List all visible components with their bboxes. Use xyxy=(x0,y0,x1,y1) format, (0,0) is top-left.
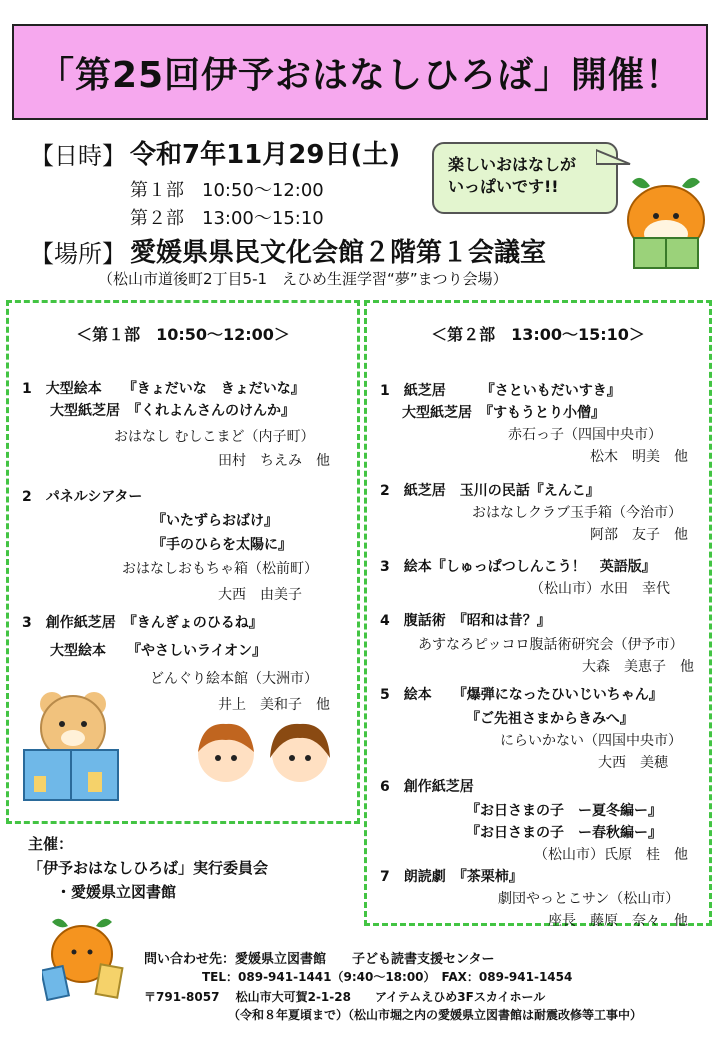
place-label: 【場所】 xyxy=(30,240,126,268)
item-line: 紙芝居 玉川の民話『えんこ』 xyxy=(403,483,600,499)
item-number: 7 xyxy=(380,869,390,885)
part2-item-2 xyxy=(380,480,688,544)
item-org: 劇団やっとこサン（松山市） xyxy=(498,891,680,907)
item-performers: 井上 美和子 他 xyxy=(218,697,330,713)
datetime-label: 【日時】 xyxy=(30,142,126,170)
bear-reading-icon xyxy=(18,688,124,806)
item-org: どんぐり絵本館（大洲市） xyxy=(150,671,318,687)
item-number: 4 xyxy=(380,613,390,629)
item-org: あすなろピッコロ腹話術研究会（伊予市） xyxy=(418,637,684,653)
item-performers: 田村 ちえみ 他 xyxy=(218,453,330,469)
organizer-block xyxy=(28,832,268,904)
mikan-mascot-reading-icon xyxy=(620,172,712,282)
item-line: 『手のひらを太陽に』 xyxy=(152,537,292,553)
mikan-mascot-books-icon xyxy=(42,912,124,1004)
contact-line-1: 問い合わせ先：愛媛県立図書館 子ども読書支援センター xyxy=(144,952,495,967)
item-org: おはなし むしこまど（内子町） xyxy=(114,429,315,445)
item-number: 3 xyxy=(22,615,32,631)
contact-note: （令和８年夏頃まで）（松山市堀之内の愛媛県立図書館は耐震改修等工事中） xyxy=(228,1008,643,1022)
part1-time: 第１部 10:50～12:00 xyxy=(130,180,324,201)
item-line: 『お日さまの子 ー夏冬編ー』 xyxy=(466,803,662,819)
item-performers: 大西 美穂 xyxy=(598,755,668,771)
item-number: 2 xyxy=(380,483,390,499)
part2-header: ＜第２部 13:00～15:10＞ xyxy=(431,325,645,344)
item-performers: 大森 美恵子 他 xyxy=(582,659,694,675)
item-line: 腹話術 『昭和は昔？』 xyxy=(403,613,551,629)
title-banner xyxy=(12,24,708,120)
organizer-label: 主催： xyxy=(28,835,74,853)
venue-address: （松山市道後町2丁目5-1 えひめ生涯学習“夢”まつり会場） xyxy=(98,270,508,288)
item-number: 1 xyxy=(22,381,32,397)
part2-item-4 xyxy=(380,610,694,676)
item-line: 創作紙芝居 『きんぎょのひるね』 xyxy=(45,615,263,631)
page-title: 「第25回伊予おはなしひろば」開催！ xyxy=(37,54,683,96)
item-performers: 松木 明美 他 xyxy=(590,449,688,465)
venue-name: 愛媛県県民文化会館２階第１会議室 xyxy=(130,238,547,268)
item-org: おはなしおもちゃ箱（松前町） xyxy=(122,561,318,577)
item-performers: 大西 由美子 xyxy=(218,587,302,603)
part2-item-3 xyxy=(380,556,670,598)
bubble-line-2: いっぱいです!! xyxy=(448,177,559,196)
part1-item-1 xyxy=(22,378,330,470)
item-line: 大型紙芝居 『くれよんさんのけんか』 xyxy=(50,403,295,419)
speech-bubble xyxy=(432,142,618,214)
item-line: 『いたずらおばけ』 xyxy=(152,513,278,529)
item-line: 大型絵本 『きょだいな きょだいな』 xyxy=(45,381,305,397)
contact-address: 〒791-8057 松山市大可賀2-1-28 アイテムえひめ3Fスカイホール xyxy=(144,990,546,1004)
item-line: 『ご先祖さまからきみへ』 xyxy=(466,711,634,727)
item-performers: 阿部 友子 他 xyxy=(590,527,688,543)
item-line: 『お日さまの子 ー春秋編ー』 xyxy=(466,825,662,841)
item-number: 5 xyxy=(380,687,390,703)
organizer-line-1: 「伊予おはなしひろば」実行委員会 xyxy=(28,859,269,877)
item-line: 大型絵本 『やさしいライオン』 xyxy=(50,643,267,659)
children-icon xyxy=(188,718,340,784)
event-date: 令和7年11月29日(土) xyxy=(130,140,401,170)
item-line: パネルシアター xyxy=(45,489,143,505)
item-line: 創作紙芝居 xyxy=(403,779,474,795)
item-org: にらいかない（四国中央市） xyxy=(500,733,682,749)
item-line: 絵本『しゅっぱつしんこう！ 英語版』 xyxy=(403,559,656,575)
part1-item-2 xyxy=(22,486,318,604)
part1-header: ＜第１部 10:50～12:00＞ xyxy=(76,325,290,344)
item-line: 朗読劇 『茶栗柿』 xyxy=(403,869,523,885)
part2-item-7 xyxy=(380,866,688,930)
item-number: 1 xyxy=(380,383,390,399)
organizer-line-2: ・愛媛県立図書館 xyxy=(56,883,177,901)
bubble-line-1: 楽しいおはなしが xyxy=(448,155,577,174)
item-line: 絵本 『爆弾になったひいじいちゃん』 xyxy=(403,687,663,703)
part2-item-6 xyxy=(380,776,688,864)
part2-item-1 xyxy=(380,380,688,466)
item-number: 2 xyxy=(22,489,32,505)
item-line: 紙芝居 『さといもだいすき』 xyxy=(403,383,621,399)
item-org: 赤石っ子（四国中央市） xyxy=(508,427,662,443)
part2-item-5 xyxy=(380,684,682,772)
part2-time: 第２部 13:00～15:10 xyxy=(130,208,324,229)
item-org: （松山市）水田 幸代 xyxy=(530,581,670,597)
item-org: おはなしクラブ玉手箱（今治市） xyxy=(472,505,682,521)
item-performers: 座長 藤原 奈々 他 xyxy=(548,913,688,929)
item-number: 6 xyxy=(380,779,390,795)
item-line: 大型紙芝居 『すもうとり小僧』 xyxy=(402,405,605,421)
bubble-tail xyxy=(596,148,632,168)
item-number: 3 xyxy=(380,559,390,575)
contact-phone-fax: TEL：089-941-1441（9:40～18:00） FAX：089-941-1454 xyxy=(202,970,573,984)
item-org: （松山市）氏原 桂 他 xyxy=(534,847,688,863)
